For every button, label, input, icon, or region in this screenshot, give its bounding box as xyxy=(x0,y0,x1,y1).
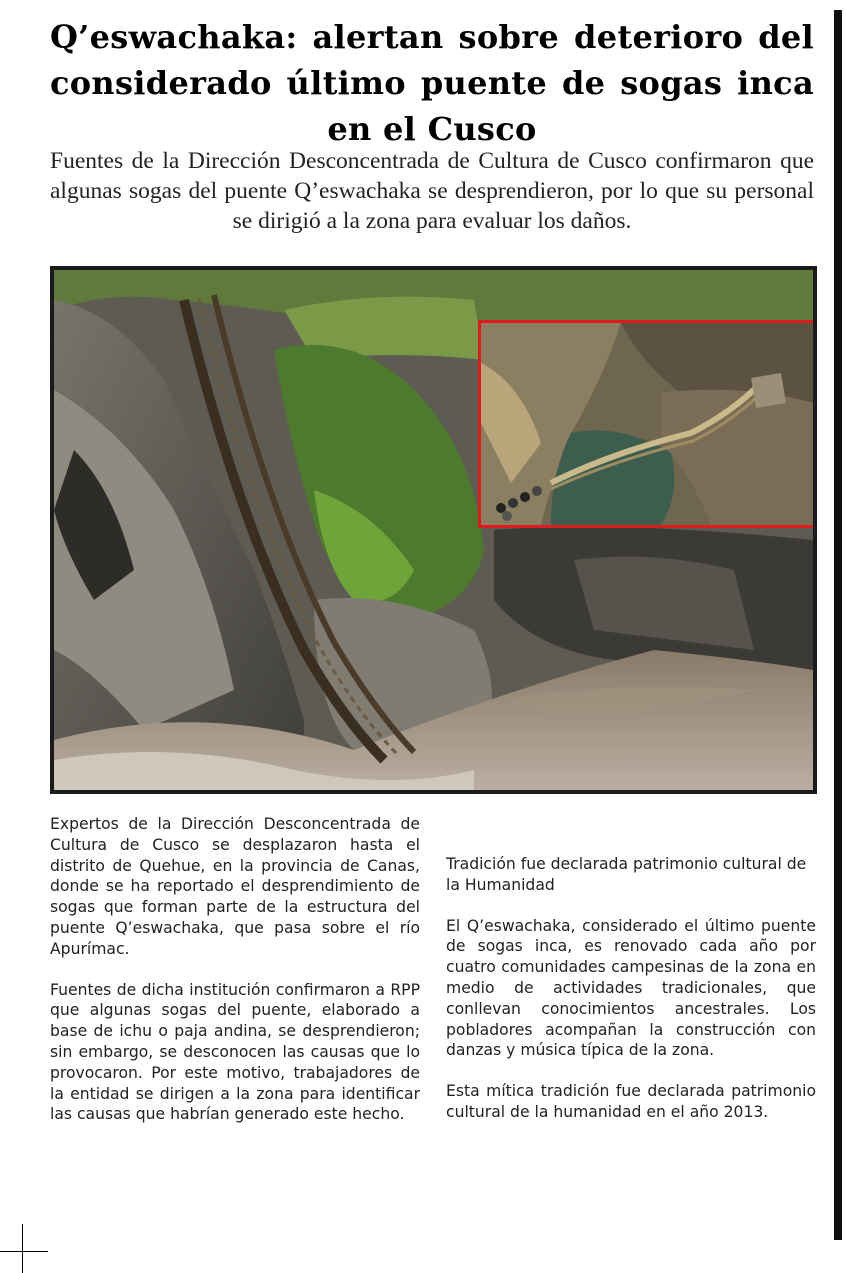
inset-photo-illustration xyxy=(481,323,814,525)
body-paragraph-1: Expertos de la Dirección Desconcentrada de Cultura de Cusco se desplazaron hasta el distrito de Quehue, en la provincia de Canas, donde se ha reportado el desprendimiento de sogas que forman parte de la estructura del puente Q’eswachaka, que pasa sobre el río Apurímac. xyxy=(50,815,420,958)
crop-mark-vertical xyxy=(22,1224,23,1273)
body-paragraph-3: El Q’eswachaka, considerado el último puente de sogas inca, es renovado cada año por cuatro comunidades campesinas de la zona en medio de actividades tradicionales, que conllevan conocimientos ancestrales. Los pobladores acompañan la construcción con danzas y música típica de la zona. xyxy=(446,916,816,1060)
body-column-left xyxy=(50,814,420,1145)
subheading: Tradición fue declarada patrimonio cultural de la Humanidad xyxy=(446,855,807,894)
crop-mark-horizontal xyxy=(0,1251,48,1252)
body-column-right xyxy=(446,814,816,1143)
inset-photo xyxy=(478,320,817,528)
lead-paragraph: Fuentes de la Dirección Desconcentrada de Cultura de Cusco confirmaron que algunas sogas del puente Q’eswachaka se desprendieron, por lo que su personal se dirigió a la zona para evaluar los daños. xyxy=(50,148,814,234)
body-paragraph-2: Fuentes de dicha institución confirmaron a RPP que algunas sogas del puente, elaborado a base de ichu o paja andina, se desprendieron; sin embargo, se desconocen las causas que lo provocaron. Por este motivo, trabajadores de la entidad se dirigen a la zona para identificar las causas que habrían generado este hecho. xyxy=(50,980,420,1124)
headline: Q’eswachaka: alertan sobre deterioro del considerado último puente de sogas inca en el Cusco xyxy=(50,18,814,148)
bridge-photo xyxy=(50,266,817,794)
body-paragraph-4: Esta mítica tradición fue declarada patrimonio cultural de la humanidad en el año 2013. xyxy=(446,1082,816,1121)
right-margin-rule xyxy=(834,10,842,1240)
